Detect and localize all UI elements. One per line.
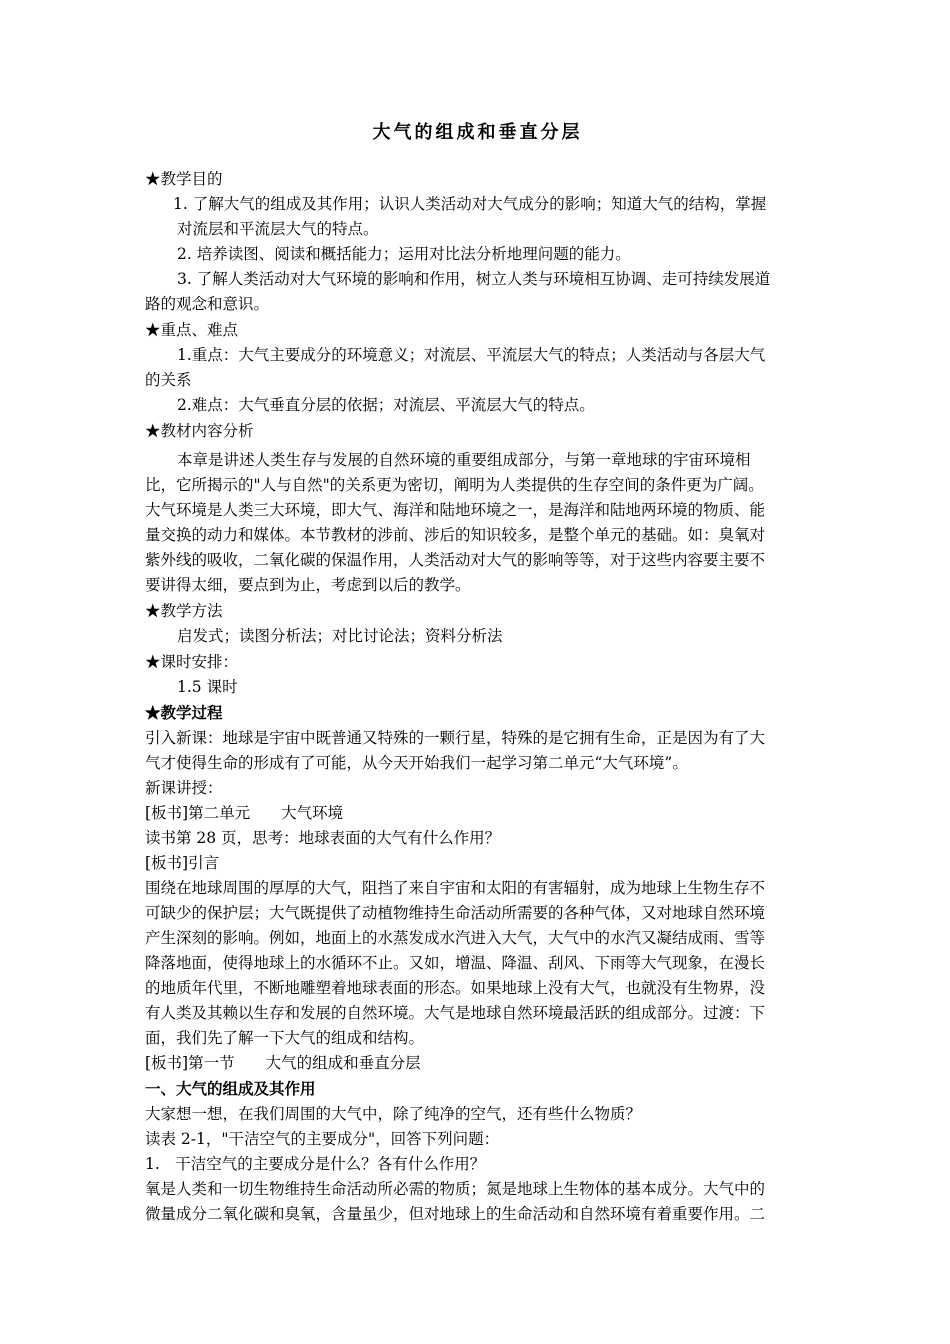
intro-paragraph-line: 可缺少的保护层；大气既提供了动植物维持生命活动所需要的各种气体，又对地球自然环境 — [145, 904, 766, 922]
objective-1: 1. 了解大气的组成及其作用；认识人类活动对大气成分的影响；知道大气的结构，掌握 — [173, 195, 767, 213]
analysis-line: 要讲得太细，要点到为止，考虑到以后的教学。 — [145, 576, 471, 594]
objective-1-cont: 对流层和平流层大气的特点。 — [177, 220, 379, 238]
objective-3: 3. 了解人类活动对大气环境的影响和作用，树立人类与环境相互协调、走可持续发展道 — [177, 270, 771, 288]
board-note: [板书]第二单元 大气环境 — [145, 804, 344, 822]
method-text: 启发式；读图分析法；对比讨论法；资料分析法 — [177, 627, 503, 645]
analysis-line: 本章是讲述人类生存与发展的自然环境的重要组成部分，与第一章地球的宇宙环境相 — [177, 451, 751, 469]
time-text: 1.5 课时 — [177, 678, 238, 696]
analysis-line: 大气环境是人类三大环境，即大气、海洋和陆地环境之一，是海洋和陆地两环境的物质、能 — [145, 501, 766, 519]
think-question: 大家想一想，在我们周围的大气中，除了纯净的空气，还有些什么物质？ — [145, 1105, 642, 1123]
analysis-line: 量交换的动力和媒体。本节教材的涉前、涉后的知识较多，是整个单元的基础。如：臭氧对 — [145, 526, 766, 544]
objective-2: 2. 培养读图、阅读和概括能力；运用对比法分析地理问题的能力。 — [177, 245, 631, 263]
intro-paragraph-line: 产生深刻的影响。例如，地面上的水蒸发成水汽进入大气，大气中的水汽又凝结成雨、雪等 — [145, 929, 766, 947]
key-points-heading: ★重点、难点 — [145, 321, 239, 339]
board-note: [板书]第一节 大气的组成和垂直分层 — [145, 1054, 421, 1072]
intro-paragraph-line: 的地质年代里，不断地雕塑着地球表面的形态。如果地球上没有大气，也就没有生物界，没 — [145, 979, 766, 997]
intro-paragraph-line: 面，我们先了解一下大气的组成和结构。 — [145, 1029, 425, 1047]
difficulty-point: 2.难点：大气垂直分层的依据；对流层、平流层大气的特点。 — [177, 396, 595, 414]
key-point: 1.重点：大气主要成分的环境意义；对流层、平流层大气的特点；人类活动与各层大气 — [177, 346, 766, 364]
objectives-heading: ★教学目的 — [145, 170, 223, 188]
intro-paragraph-line: 有人类及其赖以生存和发展的自然环境。大气是地球自然环境最活跃的组成部分。过渡：下 — [145, 1004, 766, 1022]
process-heading: ★教学过程 — [145, 703, 223, 722]
read-book-line: 读书第 28 页，思考：地球表面的大气有什么作用？ — [145, 829, 501, 847]
intro-line: 引入新课：地球是宇宙中既普通又特殊的一颗行星，特殊的是它拥有生命，正是因为有了大 — [145, 729, 766, 747]
analysis-line: 紫外线的吸收，二氧化碳的保温作用，人类活动对大气的影响等等，对于这些内容要主要不 — [145, 551, 766, 569]
intro-line: 气才使得生命的形成有了可能，从今天开始我们一起学习第二单元“大气环境”。 — [145, 754, 688, 772]
page-title: 大气的组成和垂直分层 — [372, 122, 583, 143]
question-1: 1. 干洁空气的主要成分是什么？各有什么作用？ — [145, 1155, 486, 1173]
intro-paragraph-line: 降落地面，使得地球上的水循环不止。又如，增温、降温、刮风、下雨等大气现象，在漫长 — [145, 954, 766, 972]
time-heading: ★课时安排： — [145, 653, 239, 671]
read-table-line: 读表 2-1，"干洁空气的主要成分"，回答下列问题： — [145, 1130, 500, 1148]
board-note: [板书]引言 — [145, 854, 220, 872]
key-point-cont: 的关系 — [145, 371, 192, 389]
objective-3-cont: 路的观念和意识。 — [145, 295, 270, 313]
analysis-line: 比，它所揭示的"人与自然"的关系更为密切，阐明为人类提供的生存空间的条件更为广阔。 — [145, 476, 764, 494]
intro-paragraph-line: 围绕在地球周围的厚厚的大气，阻挡了来自宇宙和太阳的有害辐射，成为地球上生物生存不 — [145, 879, 766, 897]
new-lesson-label: 新课讲授： — [145, 779, 223, 797]
answer-line: 氧是人类和一切生物维持生命活动所必需的物质；氮是地球上生物体的基本成分。大气中的 — [145, 1180, 766, 1198]
answer-line: 微量成分二氧化碳和臭氧，含量虽少，但对地球上的生命活动和自然环境有着重要作用。二 — [145, 1205, 766, 1223]
analysis-heading: ★教材内容分析 — [145, 422, 254, 440]
method-heading: ★教学方法 — [145, 602, 223, 620]
document-page — [145, 120, 810, 1227]
part1-heading: 一、大气的组成及其作用 — [145, 1079, 316, 1098]
